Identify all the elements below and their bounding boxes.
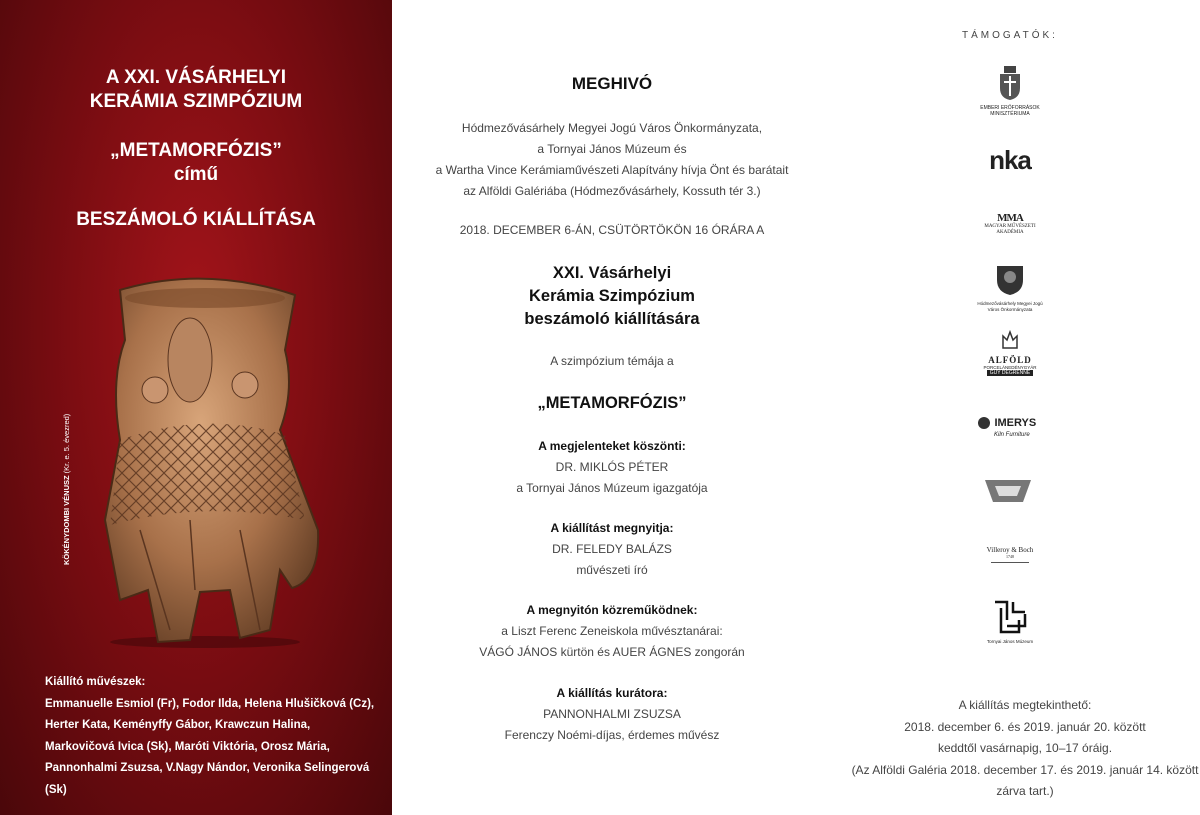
- program-block: [412, 518, 812, 581]
- intro-line: az Alföldi Galériába (Hódmezővásárhely, Kossuth tér 3.): [463, 184, 761, 198]
- event-title-line: XXI. Vásárhelyi: [552, 264, 672, 282]
- block-line: Ferenczy Noémi-díjas, érdemes művész: [504, 728, 720, 742]
- footer-line: (Az Alföldi Galéria 2018. december 17. és 2019. január 14. között: [851, 762, 1199, 777]
- ceramic-company-logo-icon: [983, 478, 1033, 504]
- intro-line: a Tornyai János Múzeum és: [537, 142, 687, 156]
- program-block: [412, 436, 812, 499]
- intro-line: a Wartha Vince Kerámiaművészeti Alapítvány hívja Önt és barátait: [435, 163, 789, 177]
- cover-theme: „METAMORFÓZIS”: [110, 140, 282, 161]
- invitation-intro: [412, 118, 812, 202]
- artifact-caption-name: KÖKÉNYDOMBI VÉNUSZ: [62, 475, 71, 565]
- theme-intro: A szimpózium témája a: [550, 354, 674, 368]
- crown-icon: [1001, 330, 1019, 350]
- footer-line: zárva tart.): [996, 784, 1054, 798]
- tjm-mark-icon: [993, 600, 1027, 634]
- coat-of-arms-icon: [998, 66, 1022, 100]
- artists-line: Markovičová Ivica (Sk), Maróti Viktória, Orosz Mária,: [45, 740, 330, 753]
- event-title-line: beszámoló kiállítására: [524, 310, 700, 328]
- footer-line: A kiállítás megtekinthető:: [958, 698, 1092, 712]
- cover-panel: [0, 0, 392, 815]
- imerys-sub: Kiln Furniture: [994, 432, 1030, 438]
- alfold-sub: PORCELÁNEDÉNYGYÁR: [983, 365, 1037, 370]
- artists-line: Emmanuelle Esmiol (Fr), Fodor Ilda, Helena Hlušičková (Cz),: [45, 697, 375, 710]
- event-title: [412, 262, 812, 331]
- villeroy-boch-logo: [975, 546, 1045, 563]
- block-title: A megjelenteket köszönti:: [538, 439, 686, 453]
- tjm-logo: [975, 600, 1045, 644]
- block-title: A kiállítást megnyitja:: [550, 521, 674, 535]
- block-line: PANNONHALMI ZSUZSA: [543, 707, 681, 721]
- city-crest-icon: [993, 262, 1027, 296]
- mma-mark: MMA: [997, 212, 1023, 224]
- footer-line: keddtől vasárnapig, 10–17 óráig.: [937, 741, 1113, 755]
- opening-hours: [835, 695, 1200, 803]
- emmi-text: EMBERI ERŐFORRÁSOK MINISZTÉRIUMA: [980, 105, 1040, 117]
- artists-heading: Kiállító művészek:: [45, 676, 146, 688]
- cover-title-line3: BESZÁMOLÓ KIÁLLÍTÁSA: [76, 209, 316, 230]
- mma-text: MAGYAR MŰVÉSZETI AKADÉMIA: [984, 224, 1036, 235]
- imerys-mark-icon: [978, 417, 990, 429]
- block-line: művészeti író: [576, 563, 648, 577]
- intro-line: Hódmezővásárhely Megyei Jogú Város Önkormányzata,: [461, 121, 763, 135]
- block-title: A kiállítás kurátora:: [556, 686, 668, 700]
- city-text: Hódmezővásárhely Megyei Jogú Város Önkormányzata: [977, 301, 1043, 312]
- footer-line: 2018. december 6. és 2019. január 20. között: [904, 719, 1146, 734]
- tjm-text: Tornyai János Múzeum: [986, 639, 1034, 644]
- alfold-logo: [975, 330, 1045, 376]
- block-title: A megnyitón közreműködnek:: [526, 603, 698, 617]
- theme-title: „METAMORFÓZIS”: [537, 394, 687, 412]
- block-line: DR. MIKLÓS PÉTER: [555, 460, 669, 474]
- cover-theme-suffix: című: [173, 164, 219, 185]
- alfold-sub2: GUY DEGRENNE: [987, 370, 1033, 376]
- block-line: VÁGÓ JÁNOS kürtön és AUER ÁGNES zongorán: [479, 645, 745, 659]
- artifact-caption-date: (Kr. e. 5. évezred): [62, 413, 71, 474]
- cover-title-line1: A XXI. VÁSÁRHELYI: [105, 67, 287, 88]
- block-line: DR. FELEDY BALÁZS: [552, 542, 672, 556]
- emmi-logo: [975, 66, 1045, 117]
- event-title-line: Kerámia Szimpózium: [529, 287, 695, 305]
- program-block: [412, 600, 812, 663]
- cover-title-line2: KERÁMIA SZIMPÓZIUM: [89, 91, 303, 112]
- vb-sub: 1748: [1006, 554, 1014, 559]
- imerys-text: IMERYS: [994, 416, 1037, 429]
- sponsors-title: TÁMOGATÓK:: [962, 30, 1058, 41]
- artists-line: Herter Kata, Keményffy Gábor, Krawczun Halina,: [45, 719, 311, 731]
- nka-logo: nka: [989, 145, 1031, 175]
- artists-line: Pannonhalmi Zsuzsa, V.Nagy Nándor, Veronika Selingerová (Sk): [45, 762, 370, 796]
- alfold-text: ALFÖLD: [988, 355, 1032, 365]
- artifact-caption: [62, 414, 71, 565]
- vb-text: Villeroy & Boch: [986, 546, 1034, 554]
- vb-divider: [991, 562, 1029, 563]
- mma-logo: [975, 212, 1045, 236]
- block-line: a Tornyai János Múzeum igazgatója: [516, 481, 708, 495]
- venus-figurine-image: [80, 270, 330, 650]
- block-line: a Liszt Ferenc Zeneiskola művésztanárai:: [501, 624, 723, 638]
- invitation-heading: MEGHIVÓ: [571, 74, 653, 93]
- program-block: [412, 683, 812, 746]
- artists-list: [45, 672, 392, 801]
- city-logo: [975, 262, 1045, 312]
- event-date: 2018. DECEMBER 6-ÁN, CSÜTÖRTÖKÖN 16 ÓRÁRA A: [459, 223, 765, 237]
- imerys-logo: [978, 414, 1058, 438]
